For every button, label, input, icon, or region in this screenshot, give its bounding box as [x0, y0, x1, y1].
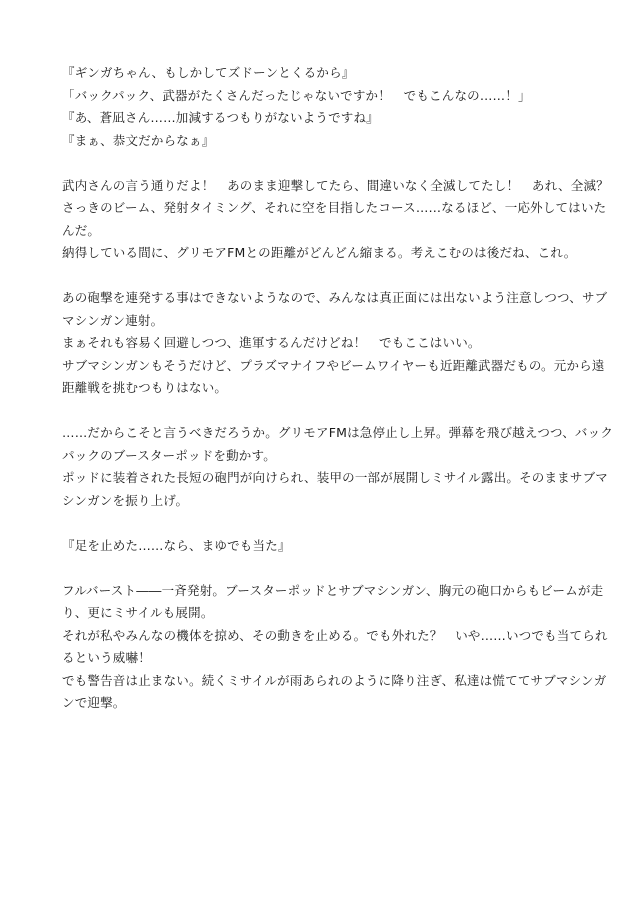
text-line: ……だからこそと言うべきだろうか。グリモアFMは急停止し上昇。弾幕を飛び越えつつ、バック: [62, 425, 614, 440]
text-line: 『足を止めた……なら、まゆでも当た』: [62, 537, 291, 553]
text-line: り、更にミサイルも展開。: [62, 605, 214, 620]
paragraph: [62, 580, 608, 715]
text-line: 『まぁ、恭文だからなぁ』: [62, 132, 215, 148]
paragraph: [62, 175, 609, 265]
text-line: フルバースト――一斉発射。ブースターポッドとサブマシンガン、胸元の砲口からもビームが走: [62, 582, 604, 598]
body-text: [62, 62, 614, 715]
text-line: ンで迎撃。: [62, 695, 126, 710]
text-line: まぁそれも容易く回避しつつ、進軍するんだけどね！ でもここはいい。: [62, 335, 481, 350]
text-line: でも警告音は止まない。続くミサイルが雨あられのように降り注ぎ、私達は慌ててサブマシンガ: [62, 672, 607, 688]
paragraph-dialogue: [62, 535, 582, 558]
text-line: パックのブースターポッドを動かす。: [62, 447, 276, 463]
text-line: 距離戦を挑むつもりはない。: [62, 380, 228, 395]
text-line: ポッドに装着された長短の砲門が向けられ、装甲の一部が展開しミサイル露出。そのままサブマ: [62, 470, 608, 485]
text-line: シンガンを振り上げ。: [62, 492, 189, 508]
text-line: それが私やみんなの機体を掠め、その動きを止める。でも外れた？ いや……いつでも当てられ: [62, 627, 608, 643]
text-line: んだ。: [62, 222, 101, 238]
text-line: あの砲撃を連発する事はできないようなので、みんなは真正面には出ないよう注意しつつ、サブ: [62, 290, 608, 305]
text-line: 『ギンガちゃん、もしかしてズドーンとくるから』: [62, 65, 355, 80]
text-line: 「バックパック、武器がたくさんだったじゃないですか！ でもこんなの……！」: [62, 87, 531, 103]
text-line: るという威嚇！: [62, 650, 151, 665]
text-line: 納得している間に、グリモアFMとの距離がどんどん縮まる。考えこむのは後だね、これ。: [62, 245, 577, 260]
paragraph-dialogue: [62, 62, 582, 152]
text-line: 『あ、蒼凪さん……加減するつもりがないようですね』: [62, 110, 379, 125]
paragraph: [62, 422, 614, 512]
text-line: マシンガン連射。: [62, 312, 164, 328]
text-line: サブマシンガンもそうだけど、プラズマナイフやビームワイヤーも近距離武器だもの。元から遠: [62, 357, 605, 373]
paragraph: [62, 287, 608, 400]
text-line: さっきのビーム、発射タイミング、それに空を目指したコース……なるほど、一応外してはいた: [62, 200, 607, 215]
text-line: 武内さんの言う通りだよ！ あのまま迎撃してたら、間違いなく全滅してたし！ あれ、全滅？: [62, 177, 609, 193]
